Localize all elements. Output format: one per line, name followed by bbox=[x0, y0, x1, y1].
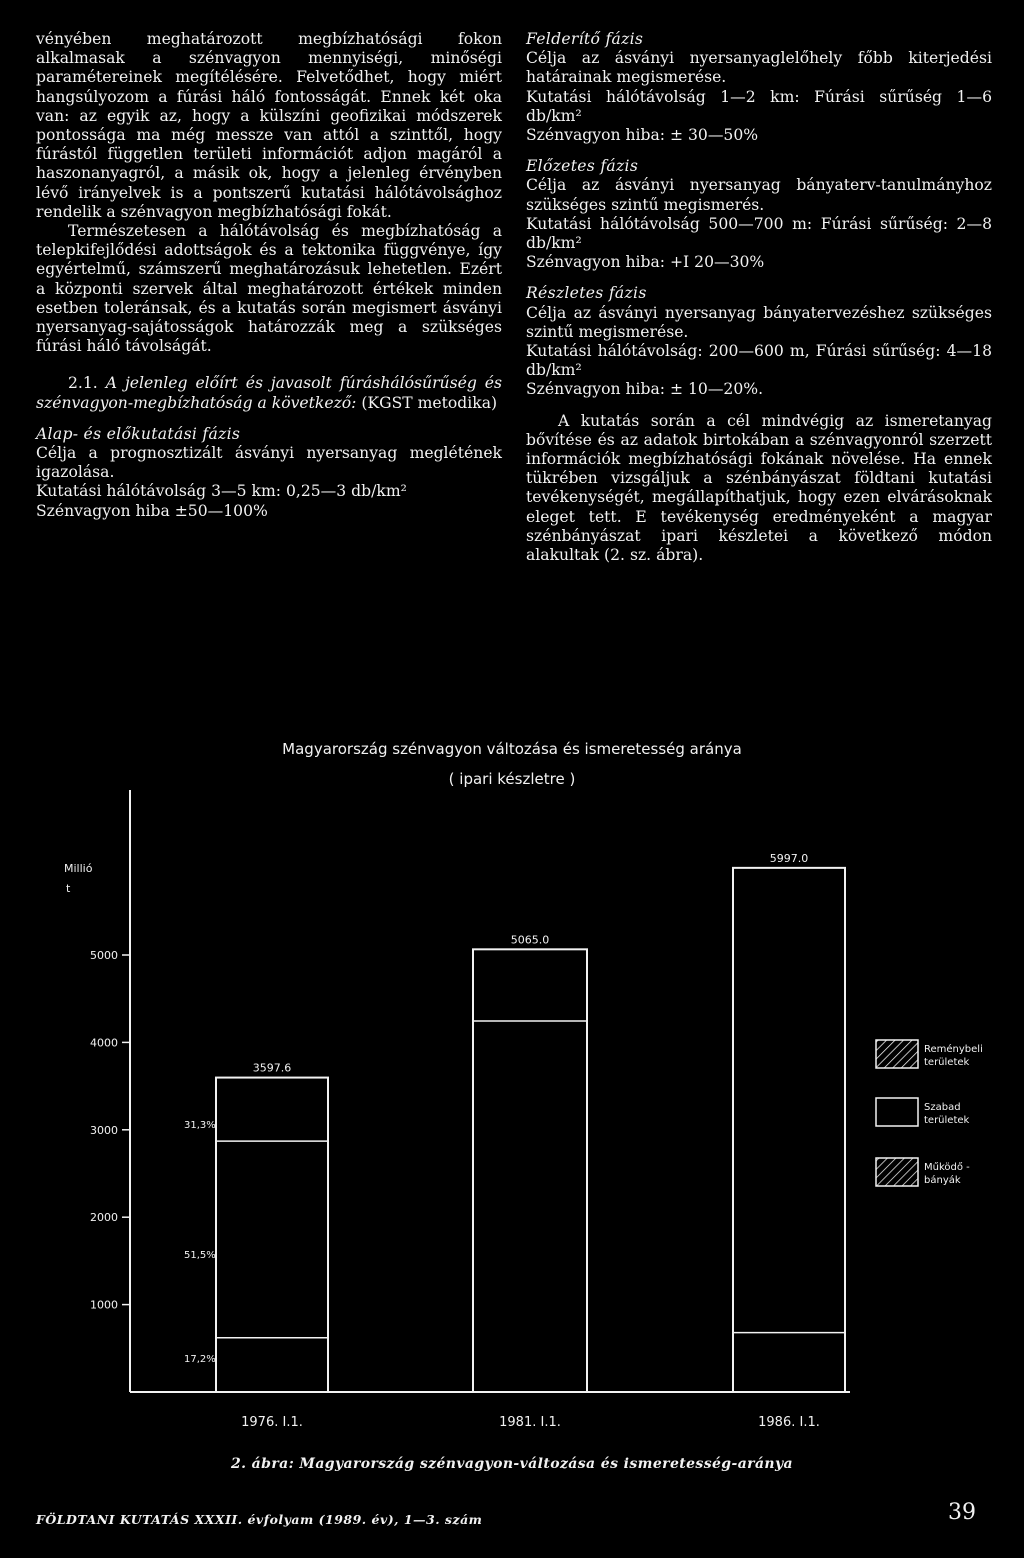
phase-preliminary-distance: Kutatási hálótávolság 500—700 m: Fúrási sűrűség: 2—8 db/km² bbox=[526, 214, 992, 253]
chart-subtitle: ( ipari készletre ) bbox=[448, 770, 576, 788]
y-axis-label-unit: t bbox=[66, 882, 71, 895]
legend-swatch bbox=[876, 1040, 918, 1068]
legend-label: Szabad bbox=[924, 1102, 961, 1113]
phase-exploration-error: Szénvagyon hiba: ± 30—50% bbox=[526, 126, 759, 145]
phase-detailed-distance: Kutatási hálótávolság: 200—600 m, Fúrási sűrűség: 4—18 db/km² bbox=[526, 342, 992, 380]
phase-preliminary-title: Előzetes fázis bbox=[526, 157, 639, 176]
phase-basic-goal: Célja a prognosztizált ásványi nyersanyag meglétének igazolása. bbox=[36, 444, 502, 482]
y-tick-label: 1000 bbox=[90, 1298, 118, 1312]
phase-preliminary-error: Szénvagyon hiba: +I 20—30% bbox=[526, 253, 765, 272]
y-axis-label: Millió bbox=[64, 862, 93, 875]
phase-detailed-error: Szénvagyon hiba: ± 10—20%. bbox=[526, 380, 764, 399]
chart-title: Magyarország szénvagyon változása és ismeretesség aránya bbox=[282, 740, 742, 758]
x-tick-label: 1981. I.1. bbox=[499, 1415, 561, 1430]
bar bbox=[733, 868, 845, 1392]
y-tick-label: 3000 bbox=[90, 1123, 118, 1137]
percent-label: 51,5% bbox=[184, 1250, 216, 1261]
y-tick-label: 5000 bbox=[90, 949, 118, 962]
phase-exploration-distance: Kutatási hálótávolság 1—2 km: Fúrási sűrűség 1—6 db/km² bbox=[526, 87, 992, 125]
legend-label: területek bbox=[924, 1115, 970, 1126]
y-tick-label: 4000 bbox=[90, 1036, 118, 1050]
legend-label: Működő - bbox=[924, 1162, 970, 1173]
phase-basic-title: Alap- és előkutatási fázis bbox=[36, 424, 241, 443]
journal-footer: FÖLDTANI KUTATÁS XXXII. évfolyam (1989. év), 1—3. szám bbox=[36, 1512, 483, 1527]
paragraph-conclusion: A kutatás során a cél mindvégig az ismeretanyag bővítése és az adatok birtokában a szénvagyonról szerzett információk megbízhatósági fokának növelése. Ha ennek tükrében vizsgáljuk a szénbányászat földtani kutatási tevékenységét, megállapíthatjuk, hogy ezen elvárásoknak eleget tett. E tevékenység eredményeként a magyar szénbányászat ipari készletei a következő módon alakultak (2. sz. ábra). bbox=[526, 411, 992, 565]
phase-exploration-goal: Célja az ásványi nyersanyaglelőhely főbb kiterjedési határainak megismerése. bbox=[526, 49, 992, 87]
phase-exploration-title: Felderítő fázis bbox=[526, 30, 644, 48]
y-tick-label: 2000 bbox=[90, 1211, 118, 1225]
bar-total-label: 3597.6 bbox=[252, 1061, 292, 1075]
phase-basic-distance: Kutatási hálótávolság 3—5 km: 0,25—3 db/km² bbox=[36, 482, 407, 501]
phase-preliminary-goal: Célja az ásványi nyersanyag bányaterv-tanulmányhoz szükséges szintű megismerés. bbox=[526, 176, 992, 214]
bar bbox=[473, 949, 587, 1392]
bar bbox=[216, 1078, 328, 1392]
phase-basic-error: Szénvagyon hiba ±50—100% bbox=[36, 501, 268, 520]
legend-label: területek bbox=[924, 1057, 970, 1068]
section-title-suffix: (KGST metodika) bbox=[356, 393, 498, 412]
percent-label: 31,3% bbox=[184, 1120, 216, 1131]
legend-label: Reménybeli bbox=[924, 1044, 983, 1055]
x-tick-label: 1986. I.1. bbox=[758, 1415, 820, 1430]
figure-caption: 2. ábra: Magyarország szénvagyon-változása és ismeretesség-aránya bbox=[230, 1456, 794, 1472]
section-number: 2.1. bbox=[68, 374, 98, 393]
phase-detailed-title: Részletes fázis bbox=[526, 284, 647, 303]
paragraph-tolerance: Természetesen a hálótávolság és megbízhatóság a telepkifejlődési adottságok és a tektonika függvénye, így egyértelmű, számszerű meghatározásuk lehetetlen. Ezért a központi szervek által meghatározott értékek minden esetben toleránsak, és a kutatás során megismert ásványi nyersanyag-sajátosságok határozzák meg a szükséges fúrási háló távolságát. bbox=[36, 222, 502, 356]
section-title: A jelenleg előírt és javasolt fúráshálósűrűség és szénvagyon-megbízhatóság a következő: bbox=[36, 374, 502, 412]
bar-total-label: 5997.0 bbox=[769, 851, 809, 865]
legend-swatch bbox=[876, 1158, 918, 1186]
legend-swatch bbox=[876, 1098, 918, 1126]
bar-total-label: 5065.0 bbox=[510, 933, 550, 947]
legend-label: bányák bbox=[924, 1175, 961, 1186]
x-tick-label: 1976. I.1. bbox=[241, 1415, 303, 1430]
percent-label: 17,2% bbox=[184, 1354, 216, 1365]
paragraph-intro: vényében meghatározott megbízhatósági fokon alkalmasak a szénvagyon mennyiségi, minőségi paramétereinek megítélésére. Felvetődhet, hogy miért hangsúlyozom a fúrási háló fontosságát. Ennek két oka van: az egyik az, hogy a külszíni geofizikai módszerek pontossága ma még messze van attól a szinttől, hogy fúrástól független területi információt adjon magáról a haszonanyagról, a másik ok, hogy a jelenleg érvényben lévő irányelvek is a pontszerű kutatási hálótávolsághoz rendelik a szénvagyon megbízhatósági fokát. bbox=[36, 30, 502, 221]
phase-detailed-goal: Célja az ásványi nyersanyag bányatervezéshez szükséges szintű megismerése. bbox=[526, 303, 992, 341]
page-number: 39 bbox=[948, 1500, 976, 1525]
